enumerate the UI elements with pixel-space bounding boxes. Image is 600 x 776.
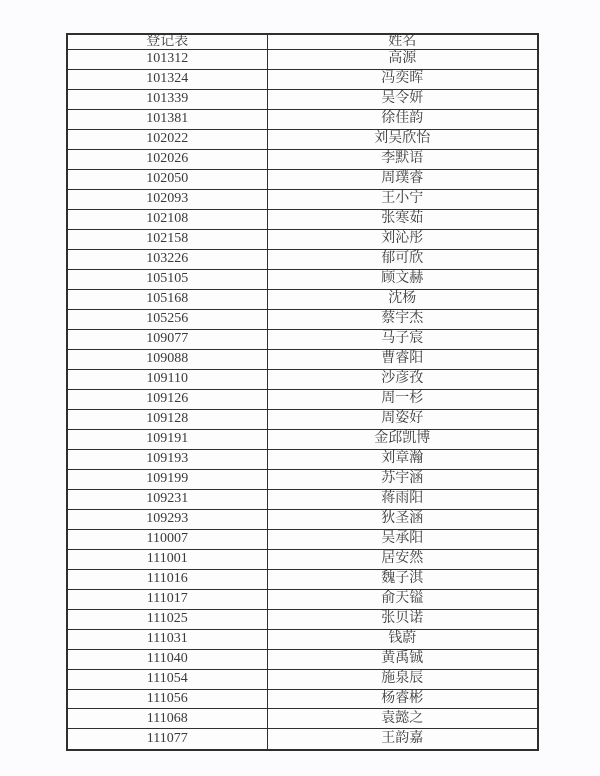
- table-row: [67, 569, 538, 589]
- registration-id-cell: 105256: [67, 309, 267, 329]
- table-row: [67, 169, 538, 189]
- table-row: [67, 669, 538, 689]
- table-row: [67, 689, 538, 709]
- table-row: [67, 409, 538, 429]
- name-cell: 王小宁: [267, 189, 538, 209]
- table-row: [67, 589, 538, 609]
- registration-table: [66, 33, 539, 751]
- name-cell: 狄圣涵: [267, 509, 538, 529]
- name-cell: 俞天镒: [267, 589, 538, 609]
- name-cell: 徐佳韵: [267, 109, 538, 129]
- registration-id-cell: 109126: [67, 389, 267, 409]
- registration-id-cell: 111031: [67, 629, 267, 649]
- name-cell: 蒋雨阳: [267, 489, 538, 509]
- table-row: [67, 50, 538, 70]
- table-row: [67, 449, 538, 469]
- table-row: [67, 289, 538, 309]
- name-cell: 施泉辰: [267, 669, 538, 689]
- table-row: [67, 109, 538, 129]
- name-cell: 马子宸: [267, 329, 538, 349]
- name-cell: 居安然: [267, 549, 538, 569]
- table-row: [67, 649, 538, 669]
- registration-id-cell: 105105: [67, 269, 267, 289]
- name-cell: 钱蔚: [267, 629, 538, 649]
- registration-id-cell: 109110: [67, 369, 267, 389]
- registration-id-cell: 109199: [67, 469, 267, 489]
- registration-id-cell: 102108: [67, 209, 267, 229]
- registration-id-cell: 109088: [67, 349, 267, 369]
- table-row: [67, 709, 538, 729]
- name-cell: 张贝诺: [267, 609, 538, 629]
- name-cell: 苏宇涵: [267, 469, 538, 489]
- table-row: [67, 129, 538, 149]
- registration-id-cell: 105168: [67, 289, 267, 309]
- table-row: [67, 529, 538, 549]
- registration-id-cell: 101381: [67, 109, 267, 129]
- name-cell: 王韵嘉: [267, 729, 538, 750]
- name-cell: 周一杉: [267, 389, 538, 409]
- name-cell: 黄禹铖: [267, 649, 538, 669]
- registration-id-cell: 111054: [67, 669, 267, 689]
- name-cell: 顾文赫: [267, 269, 538, 289]
- table-body: [67, 50, 538, 751]
- table-row: [67, 729, 538, 750]
- registration-id-cell: 111025: [67, 609, 267, 629]
- name-cell: 冯奕晖: [267, 69, 538, 89]
- registration-id-cell: 111001: [67, 549, 267, 569]
- name-cell: 高源: [267, 50, 538, 70]
- registration-id-cell: 110007: [67, 529, 267, 549]
- name-cell: 吴令妍: [267, 89, 538, 109]
- column-header-name: 姓名: [267, 34, 538, 50]
- registration-id-cell: 109077: [67, 329, 267, 349]
- table-row: [67, 69, 538, 89]
- registration-id-cell: 111068: [67, 709, 267, 729]
- header-row: [67, 34, 538, 50]
- name-cell: 李默语: [267, 149, 538, 169]
- name-cell: 沙彦孜: [267, 369, 538, 389]
- name-cell: 吴承阳: [267, 529, 538, 549]
- name-cell: 刘沁彤: [267, 229, 538, 249]
- name-cell: 曹睿阳: [267, 349, 538, 369]
- table-row: [67, 249, 538, 269]
- registration-id-cell: 109231: [67, 489, 267, 509]
- registration-id-cell: 102022: [67, 129, 267, 149]
- table-row: [67, 309, 538, 329]
- table-row: [67, 469, 538, 489]
- registration-id-cell: 111017: [67, 589, 267, 609]
- table-row: [67, 229, 538, 249]
- registration-id-cell: 101312: [67, 50, 267, 70]
- table-row: [67, 489, 538, 509]
- registration-id-cell: 109193: [67, 449, 267, 469]
- table-row: [67, 369, 538, 389]
- registration-id-cell: 101339: [67, 89, 267, 109]
- registration-id-cell: 111016: [67, 569, 267, 589]
- table-row: [67, 509, 538, 529]
- name-cell: 张寒茹: [267, 209, 538, 229]
- table-row: [67, 389, 538, 409]
- registration-id-cell: 101324: [67, 69, 267, 89]
- name-cell: 杨睿彬: [267, 689, 538, 709]
- table-row: [67, 149, 538, 169]
- table-row: [67, 89, 538, 109]
- table-row: [67, 189, 538, 209]
- name-cell: 周璞睿: [267, 169, 538, 189]
- name-cell: 刘章瀚: [267, 449, 538, 469]
- registration-id-cell: 102026: [67, 149, 267, 169]
- table-row: [67, 349, 538, 369]
- registration-id-cell: 109128: [67, 409, 267, 429]
- table-row: [67, 549, 538, 569]
- column-header-registration: 登记表: [67, 34, 267, 50]
- registration-id-cell: 109293: [67, 509, 267, 529]
- registration-id-cell: 111077: [67, 729, 267, 750]
- name-cell: 郁可欣: [267, 249, 538, 269]
- registration-id-cell: 111056: [67, 689, 267, 709]
- table-row: [67, 269, 538, 289]
- table-row: [67, 429, 538, 449]
- name-cell: 刘吴欣怡: [267, 129, 538, 149]
- registration-id-cell: 102093: [67, 189, 267, 209]
- name-cell: 魏子淇: [267, 569, 538, 589]
- registration-id-cell: 102158: [67, 229, 267, 249]
- name-cell: 沈杨: [267, 289, 538, 309]
- table-row: [67, 609, 538, 629]
- name-cell: 周姿好: [267, 409, 538, 429]
- name-cell: 袁懿之: [267, 709, 538, 729]
- registration-id-cell: 111040: [67, 649, 267, 669]
- registration-id-cell: 103226: [67, 249, 267, 269]
- name-cell: 蔡宇杰: [267, 309, 538, 329]
- name-cell: 金邱凯博: [267, 429, 538, 449]
- table-row: [67, 629, 538, 649]
- registration-id-cell: 102050: [67, 169, 267, 189]
- registration-id-cell: 109191: [67, 429, 267, 449]
- table-row: [67, 209, 538, 229]
- table-row: [67, 329, 538, 349]
